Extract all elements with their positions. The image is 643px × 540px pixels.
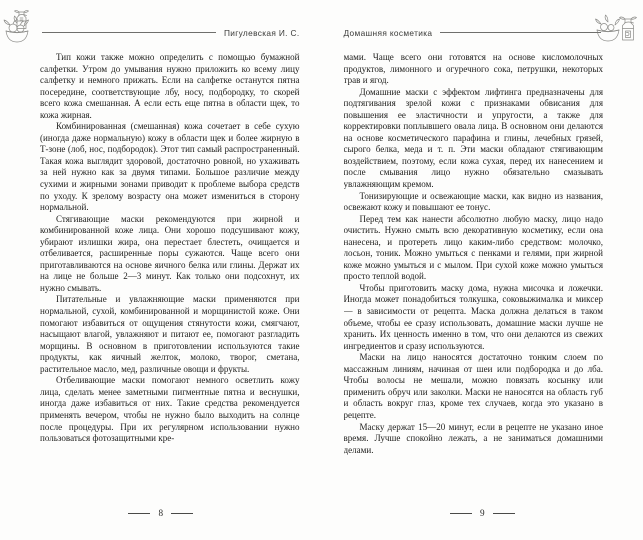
right-text-column [344,52,604,500]
left-text-column [40,52,300,500]
paragraph: Отбеливающие маски помогают немного осветлить кожу лица, сделать менее заметными пигментные пятна и веснушки, иногда даже избавиться от них. Такие средства рекомендуется применять вечером, чтобы не нужно было выходить на солнце после процедуры. При их регулярном использовании нужно пользоваться фотозащитными кре- [40,375,300,444]
left-running-head-text: Пигулевская И. С. [223,27,300,38]
right-running-head-text: Домашняя косметика [343,27,433,38]
paragraph: Чтобы приготовить маску дома, нужна мисочка и ложечки. Иногда может понадобиться толкушка, соковыжималка и миксер — в зависимости от рецепта. Маска должна делаться в таком объеме, чтобы ее сразу использовать, домашние маски лучше не хранить. Их ценность именно в том, что они делаются из свежих ингредиентов и сразу используются. [343,282,603,351]
folio-dash-left [450,513,472,514]
paragraph: Маску держат 15—20 минут, если в рецепте не указано иное время. Лучше спокойно лежать, а не заниматься домашними делами. [343,421,603,455]
right-page-number: 9 [479,508,485,518]
folio-dash-left [128,513,150,514]
left-running-head [40,0,300,48]
paragraph: Стягивающие маски рекомендуются при жирной и комбинированной коже лица. Они хорошо подсушивают кожу, убирают излишки жира, она перестает блестеть, очищается и отбеливается, расширенные поры сужаются. Чаще всего они приготавливаются на основе яичного белка или глины. Держат их на лице не больше 2—3 минут. Как только они подсохнут, их нужно смывать. [40,213,300,293]
right-page [322,0,643,540]
paragraph: Тип кожи также можно определить с помощью бумажной салфетки. Утром до умывания нужно приложить ко всему лицу салфетку и немного прижать. Если на салфетке останутся пятна посередине, соответствующие лбу, носу, подбородку, то скорей всего кожа смешанная. А если есть еще пятна в области щек, то кожа жирная. [40,52,300,120]
left-page-number: 8 [158,508,164,518]
runhead-rule [440,32,601,33]
left-folio [0,508,322,518]
right-folio [322,508,643,518]
paragraph: Домашние маски с эффектом лифтинга предназначены для подтягивания зрелой кожи с признаками обвисания для повышения ее эластичности и упругости, а также для корректировки поплывшего овала лица. В основном они делаются на основе косметического парафина и глины, лечебных грязей, сырого белка, меда и т. п. Эти маски обладают стягивающим воздействием, поэтому, если кожа сухая, перед их нанесением и после смывания лицо нужно обязательно смазывать увлажняющим кремом. [343,86,603,190]
paragraph: Маски на лицо наносятся достаточно тонким слоем по массажным линиям, начиная от шеи или подбородка и до лба. Чтобы волосы не мешали, можно повязать косынку или применить обруч или заколки. Маски не наносятся на область губ и область вокруг глаз, кроме тех случаев, когда это указано в рецепте. [343,352,603,420]
folio-dash-right [171,513,193,514]
runhead-rule [42,32,216,33]
paragraph: Питательные и увлажняющие маски применяются при нормальной, сухой, комбинированной и морщинистой коже. Они помогают избавиться от ощущения стянутости кожи, смягчают, насыщают влагой, увлажняют и питают ее, помогают разгладить морщины. В основном в приготовлении используются такие продукты, как яичный желток, молоко, творог, сметана, растительное масло, мед, различные овощи и фрукты. [40,294,300,374]
right-running-head [344,0,604,48]
paragraph: Перед тем как нанести абсолютно любую маску, лицо надо очистить. Нужно смыть всю декоративную косметику, если она нанесена, и протереть лицо каким-либо средством: молочко, лосьон, тоник. Можно умыться с пенками и гелями, при жирной коже можно умыться и с мылом. При сухой коже можно умыться просто теплой водой. [343,213,603,282]
folio-dash-right [493,513,515,514]
paragraph: мами. Чаще всего они готовятся на основе кисломолочных продуктов, лимонного и огуречного сока, петрушки, некоторых трав и ягод. [343,52,603,86]
paragraph: Тонизирующие и освежающие маски, как видно из названия, освежают кожу и повышают ее тонус. [343,190,603,213]
paragraph: Комбинированная (смешанная) кожа сочетает в себе сухую (иногда даже нормальную) кожу в области щек и более жирную в Т-зоне (лоб, нос, подбородок). Этот тип самый распространенный. Такая кожа выглядит здоровой, достаточно ровной, но ухаживать за ней нужно как за двумя типами. Большое различие между сухими и жирными зонами приводит к проблеме выбора средств по уходу. К зрелому возрасту она может измениться в сторону нормальной. [40,121,300,213]
